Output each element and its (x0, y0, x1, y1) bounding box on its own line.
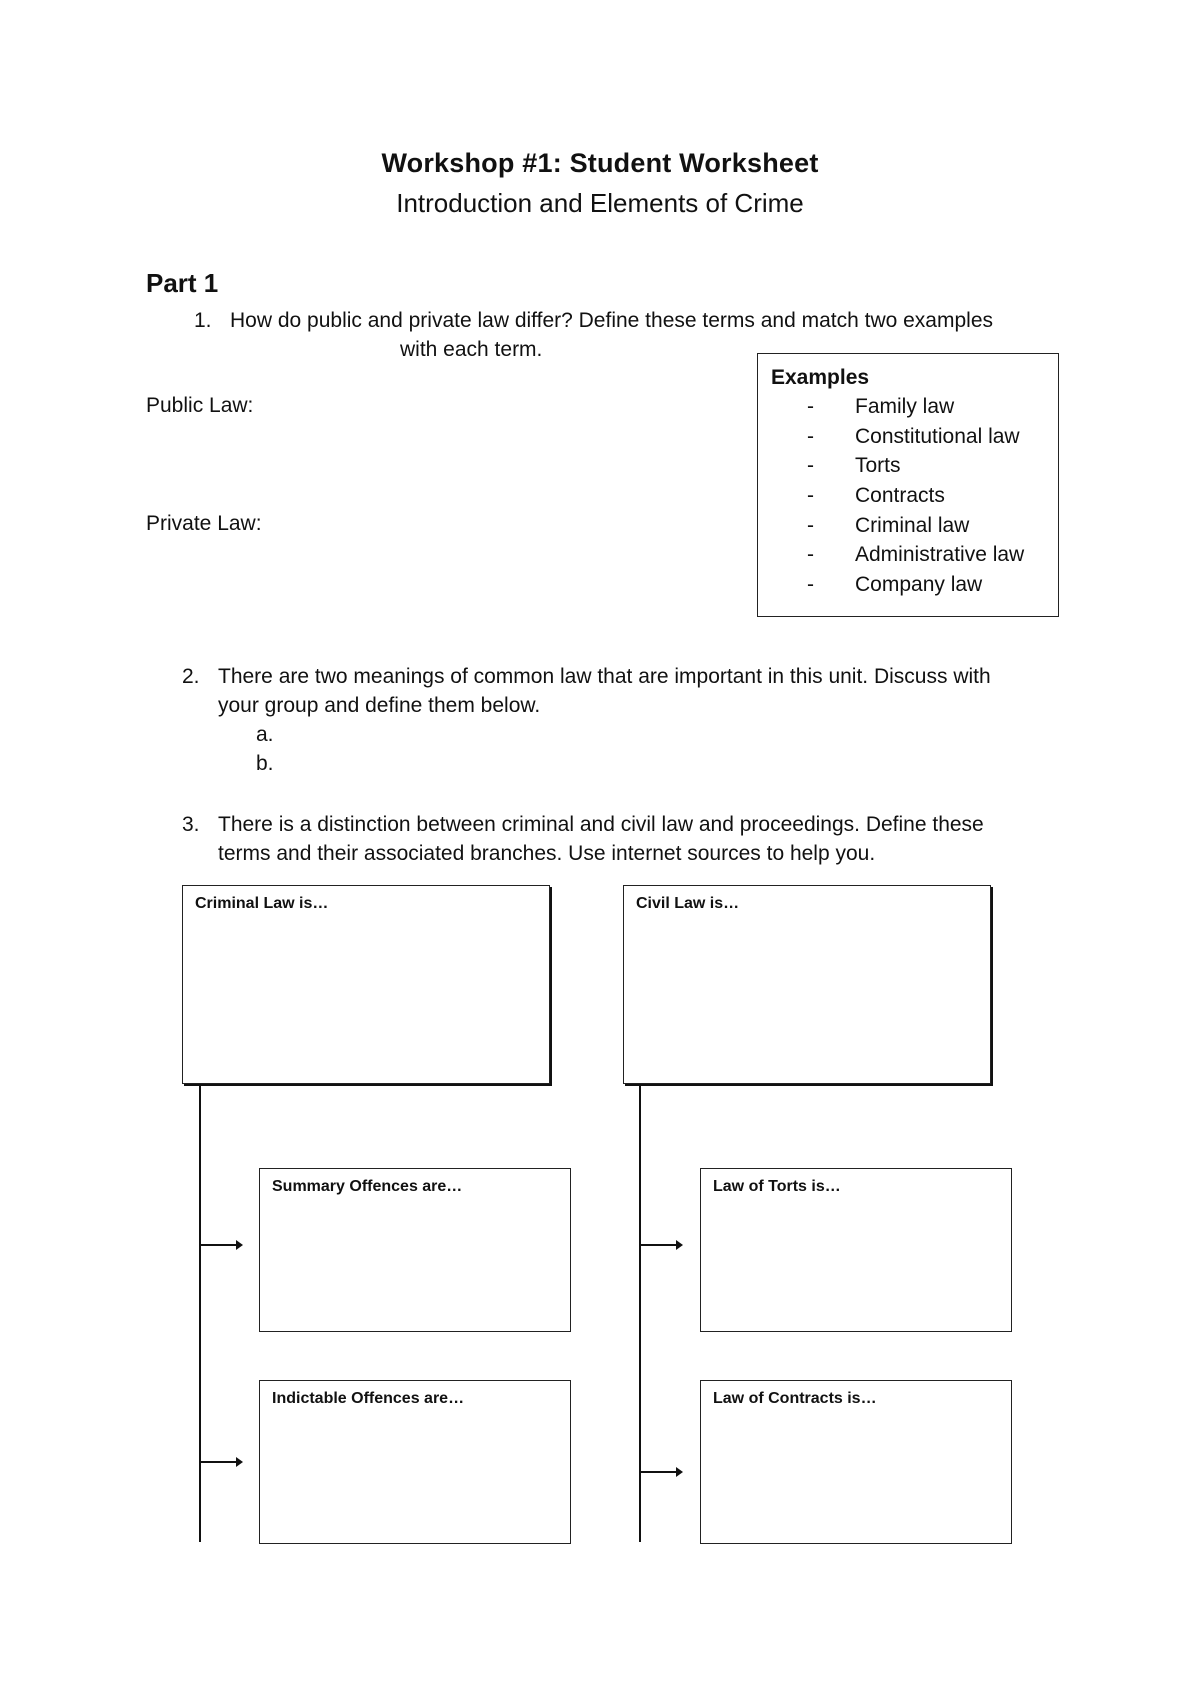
q1-line1: How do public and private law differ? Define these terms and match two examples (230, 309, 994, 332)
bullet-dash: - (807, 395, 814, 418)
q1-line2: with each term. (400, 338, 543, 361)
bullet-dash: - (807, 573, 814, 597)
examples-box (757, 353, 1059, 617)
q3-number: 3. (182, 813, 200, 836)
law-of-torts-label: Law of Torts is… (713, 1178, 841, 1195)
q3-line1: There is a distinction between criminal and civil law and proceedings. Define these (218, 813, 984, 836)
bullet-dash: - (807, 513, 814, 537)
q2-sub-b: b. (256, 752, 274, 775)
indictable-offences-box (259, 1380, 571, 1544)
worksheet-title: Workshop #1: Student Worksheet (381, 148, 819, 178)
criminal-connector-line (199, 1084, 201, 1542)
bullet-dash: - (807, 424, 814, 448)
contracts-arrow-icon (640, 1471, 677, 1473)
example-item-contracts: Contracts (855, 484, 945, 508)
summary-offences-box (259, 1168, 571, 1332)
example-item-family-law: Family law (855, 395, 955, 418)
civil-law-label: Civil Law is… (636, 895, 740, 912)
law-of-contracts-box (700, 1380, 1012, 1544)
law-of-torts-box (700, 1168, 1012, 1332)
q3-line2: terms and their associated branches. Use internet sources to help you. (218, 842, 876, 865)
criminal-law-box (182, 885, 550, 1084)
indictable-arrow-icon (200, 1461, 237, 1463)
example-item-torts: Torts (855, 454, 901, 478)
q2-line1: There are two meanings of common law that are important in this unit. Discuss with (218, 665, 991, 688)
law-of-contracts-label: Law of Contracts is… (713, 1390, 877, 1407)
part-heading: Part 1 (146, 268, 219, 298)
bullet-dash: - (807, 484, 814, 508)
criminal-law-label: Criminal Law is… (195, 895, 329, 912)
civil-connector-line (639, 1084, 641, 1542)
example-item-company-law: Company law (855, 573, 983, 597)
public-law-label: Public Law: (146, 394, 254, 417)
examples-title: Examples (771, 366, 870, 389)
bullet-dash: - (807, 543, 814, 567)
torts-arrow-icon (640, 1244, 677, 1246)
example-item-constitutional-law: Constitutional law (855, 424, 1020, 448)
private-law-label: Private Law: (146, 512, 262, 535)
q2-number: 2. (182, 665, 200, 688)
summary-offences-label: Summary Offences are… (272, 1178, 463, 1195)
bullet-dash: - (807, 454, 814, 478)
indictable-offences-label: Indictable Offences are… (272, 1390, 465, 1407)
summary-arrow-icon (200, 1244, 237, 1246)
q1-number: 1. (194, 309, 212, 332)
example-item-criminal-law: Criminal law (855, 513, 970, 537)
worksheet-subtitle: Introduction and Elements of Crime (396, 188, 804, 218)
q2-line2: your group and define them below. (218, 694, 541, 717)
q2-sub-a: a. (256, 723, 274, 746)
example-item-administrative-law: Administrative law (855, 543, 1025, 567)
civil-law-box (623, 885, 991, 1084)
